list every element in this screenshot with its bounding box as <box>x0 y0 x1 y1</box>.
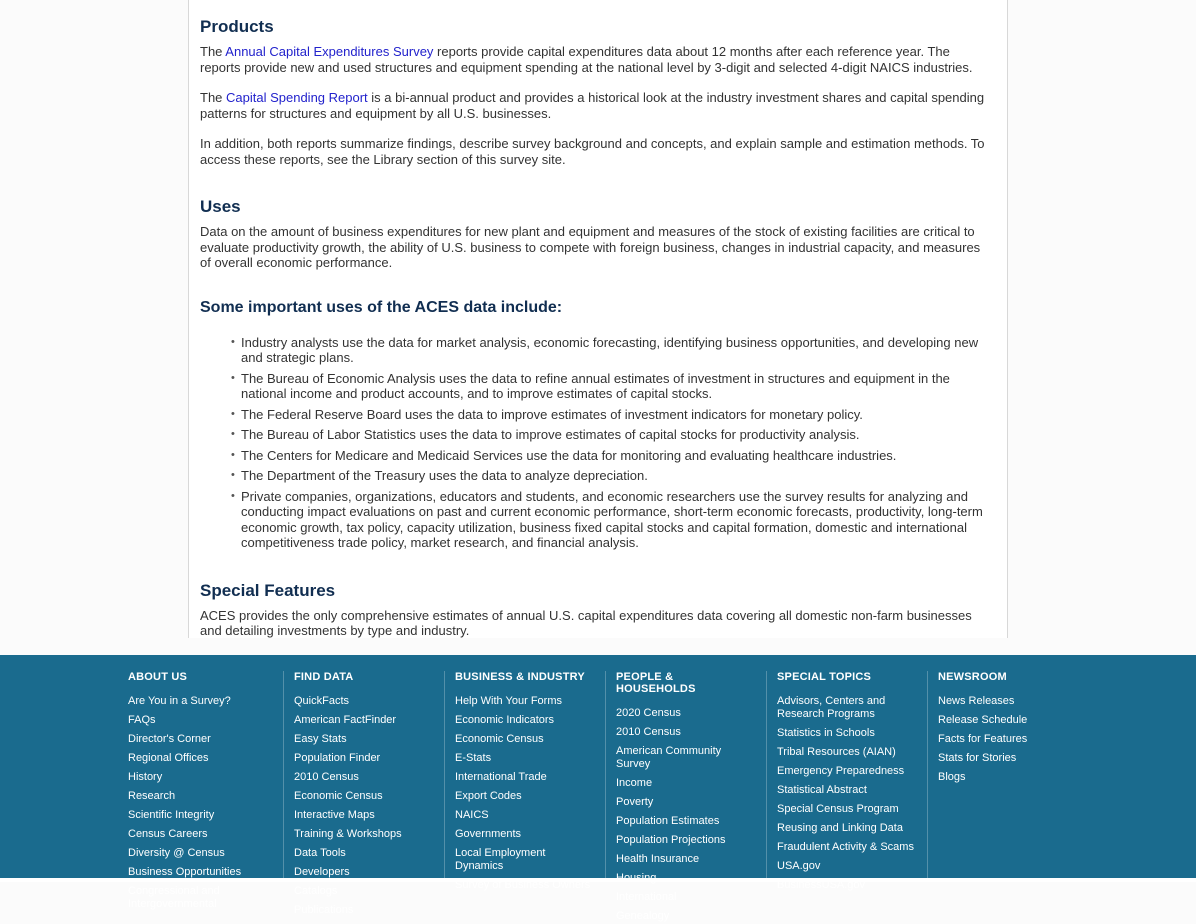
footer-link[interactable]: Developers <box>294 866 350 878</box>
footer-link[interactable]: 2010 Census <box>294 771 359 783</box>
footer-link[interactable]: Facts for Features <box>938 733 1028 745</box>
footer-link[interactable]: Release Schedule <box>938 714 1028 726</box>
footer-link[interactable]: Economic Census <box>294 790 383 802</box>
footer-column <box>766 671 927 891</box>
footer-column-heading: FIND DATA <box>294 671 354 683</box>
footer-link[interactable]: 2010 Census <box>616 726 681 738</box>
footer-link[interactable]: Income <box>616 777 653 789</box>
footer-link[interactable]: NAICS <box>455 809 489 821</box>
footer-link[interactable]: Training & Workshops <box>294 828 402 840</box>
footer-column-heading: NEWSROOM <box>938 671 1007 683</box>
products-heading: Products <box>200 17 274 36</box>
footer-link[interactable]: Data Tools <box>294 847 346 859</box>
products-paragraph-1 <box>200 44 989 75</box>
footer-link[interactable]: International <box>616 891 677 903</box>
important-uses-heading: Some important uses of the ACES data include: <box>200 298 563 316</box>
footer-link[interactable]: Special Census Program <box>777 803 899 815</box>
footer-link[interactable]: Genealogy <box>616 910 670 922</box>
footer-link[interactable]: Population Projections <box>616 834 726 846</box>
footer-column <box>444 671 605 891</box>
footer-link[interactable]: Are You in a Survey? <box>128 695 231 707</box>
footer-link[interactable]: Regional Offices <box>128 752 209 764</box>
footer-link[interactable]: Survey of Business Owners <box>455 879 591 891</box>
footer-link[interactable]: Help With Your Forms <box>455 695 562 707</box>
footer-link[interactable]: Catalogs <box>294 885 338 897</box>
use-case-item: • The Bureau of Labor Statistics uses the data to improve estimates of capital stocks for productivity analysis. <box>231 427 989 443</box>
products-paragraph-3: In addition, both reports summarize findings, describe survey background and concepts, and explain sample and estimation methods. To access these reports, see the Library section of this survey site. <box>200 136 985 167</box>
footer-column-heading: BUSINESS & INDUSTRY <box>455 671 585 683</box>
footer-link[interactable]: Health Insurance <box>616 853 700 865</box>
footer-column-heading: PEOPLE & HOUSEHOLDS <box>616 671 696 695</box>
footer-column-heading: ABOUT US <box>128 671 188 683</box>
use-case-item: • The Department of the Treasury uses the data to analyze depreciation. <box>231 468 989 484</box>
important-uses-list <box>200 335 989 551</box>
footer-link[interactable]: Fraudulent Activity & Scams <box>777 841 914 853</box>
footer-link[interactable]: Export Codes <box>455 790 522 802</box>
footer-link[interactable]: Stats for Stories <box>938 752 1017 764</box>
footer-link[interactable]: Tribal Resources (AIAN) <box>777 746 896 758</box>
products-paragraph-2 <box>200 90 989 121</box>
use-case-item: • The Bureau of Economic Analysis uses the data to refine annual estimates of investment in structures and equipment in the national income and product accounts, and to improve estimates of capital stocks. <box>231 371 989 402</box>
footer-link[interactable]: Governments <box>455 828 522 840</box>
footer-link[interactable]: Research <box>128 790 176 802</box>
footer-link[interactable]: Scientific Integrity <box>128 809 215 821</box>
footer-link[interactable]: Easy Stats <box>294 733 347 745</box>
footer-link[interactable]: USA.gov <box>777 860 821 872</box>
footer-link[interactable]: International Trade <box>455 771 547 783</box>
special-features-paragraph: ACES provides the only comprehensive estimates of annual U.S. capital expenditures data covering all domestic non-farm businesses and detailing investments by type and industry. <box>200 607 972 638</box>
footer-link[interactable]: Diversity @ Census <box>128 847 225 859</box>
footer-link[interactable]: 2020 Census <box>616 707 681 719</box>
footer-column <box>283 671 444 916</box>
use-case-item: • The Federal Reserve Board uses the data to improve estimates of investment indicators for monetary policy. <box>231 407 989 423</box>
capital-spending-report-link[interactable]: Capital Spending Report <box>226 90 368 105</box>
footer-link[interactable]: QuickFacts <box>294 695 350 707</box>
footer-link[interactable]: Interactive Maps <box>294 809 375 821</box>
footer-link[interactable]: Population Estimates <box>616 815 720 827</box>
footer-link[interactable]: Statistical Abstract <box>777 784 867 796</box>
use-case-item: • Private companies, organizations, educators and students, and economic researchers use the survey results for analyzing and conducting impact evaluations on past and current economic performance, short-term economic forecasts, productivity, long-term economic growth, tax policy, capacity utilization, business fixed capital stocks and capital formation, domestic and international competitiveness trade policy, market research, and financial analysis. <box>231 489 989 551</box>
footer-link[interactable]: Reusing and Linking Data <box>777 822 903 834</box>
footer-link[interactable]: American Community Survey <box>616 745 722 770</box>
footer-link[interactable]: History <box>128 771 163 783</box>
footer-link[interactable]: Publications <box>294 904 354 916</box>
annual-capital-expenditures-survey-link[interactable]: Annual Capital Expenditures Survey <box>225 44 434 59</box>
text-prefix: The <box>200 44 226 59</box>
footer-column <box>605 671 766 922</box>
footer-link[interactable]: Business Opportunities <box>128 866 242 878</box>
special-features-heading: Special Features <box>200 580 336 600</box>
footer-link[interactable]: Housing <box>616 872 657 884</box>
footer-column-heading: SPECIAL TOPICS <box>777 671 872 683</box>
footer-link[interactable]: Population Finder <box>294 752 381 764</box>
footer <box>0 655 1196 922</box>
footer-link[interactable]: American FactFinder <box>294 714 397 726</box>
footer-column <box>128 671 283 910</box>
footer-link[interactable]: FAQs <box>128 714 156 726</box>
footer-link[interactable]: Local Employment Dynamics <box>455 847 546 872</box>
footer-link[interactable]: Economic Indicators <box>455 714 555 726</box>
footer-link[interactable]: Economic Census <box>455 733 544 745</box>
content-panel <box>188 0 1008 638</box>
use-case-item: • Industry analysts use the data for market analysis, economic forecasting, identifying business opportunities, and developing new and strategic plans. <box>231 335 989 366</box>
text-prefix: The <box>200 90 227 105</box>
text-suffix: reports provide capital expenditures data about 12 months after each reference year. The reports provide new and used structures and equipment spending at the national level by 3-digit and selected 4-digit NAICS industries. <box>200 44 973 75</box>
footer-link[interactable]: Emergency Preparedness <box>777 765 905 777</box>
footer-link[interactable]: Statistics in Schools <box>777 727 875 739</box>
footer-link[interactable]: Congressional and Intergovernmental <box>128 885 220 910</box>
footer-link[interactable]: Census Careers <box>128 828 208 840</box>
footer-link[interactable]: BusinessUSA.gov <box>777 879 866 891</box>
use-case-item: • The Centers for Medicare and Medicaid Services use the data for monitoring and evaluating healthcare industries. <box>231 448 989 464</box>
uses-paragraph: Data on the amount of business expenditures for new plant and equipment and measures of the stock of existing facilities are critical to evaluate productivity growth, the ability of U.S. business to compete with foreign business, changes in industrial capacity, and measures of overall economic performance. <box>200 224 981 270</box>
uses-heading: Uses <box>200 197 241 216</box>
footer-link[interactable]: News Releases <box>938 695 1015 707</box>
footer-link[interactable]: Poverty <box>616 796 654 808</box>
footer-link[interactable]: Blogs <box>938 771 966 783</box>
footer-column <box>927 671 1088 878</box>
text-suffix: is a bi-annual product and provides a historical look at the industry investment shares and capital spending patterns for structures and equipment by all U.S. businesses. <box>200 90 985 121</box>
footer-link[interactable]: Director's Corner <box>128 733 211 745</box>
footer-link[interactable]: Advisors, Centers and Research Programs <box>777 695 886 720</box>
footer-link[interactable]: E-Stats <box>455 752 492 764</box>
